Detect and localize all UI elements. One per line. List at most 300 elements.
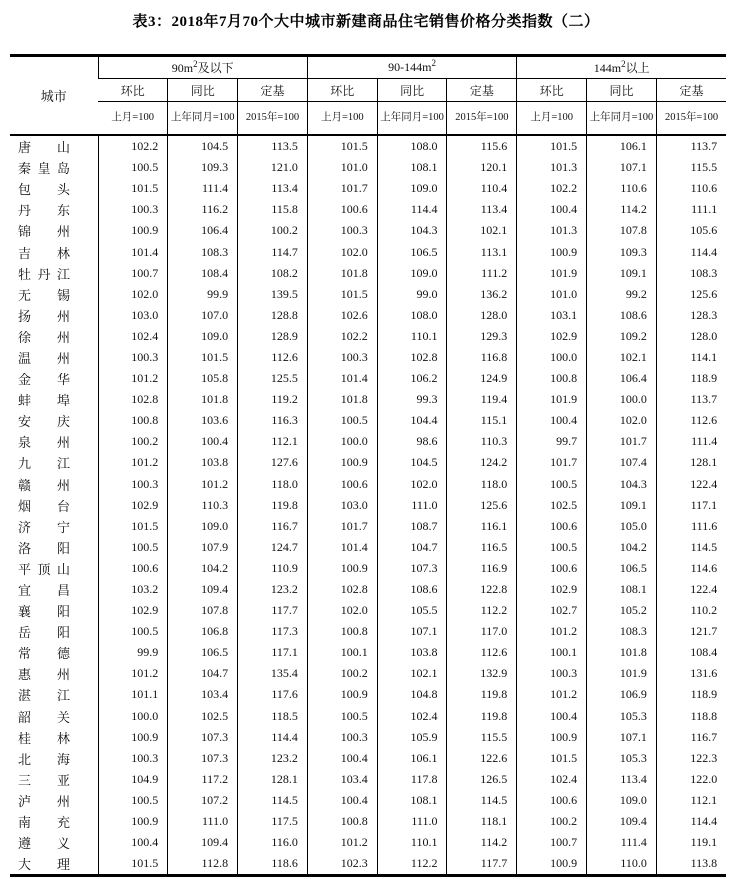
value-cell: 118.5 [238, 706, 308, 727]
city-name: 常德 [18, 646, 70, 662]
value-cell: 100.5 [98, 790, 168, 811]
table-row [10, 241, 726, 262]
value-cell: 111.1 [656, 199, 726, 220]
value-cell: 105.3 [587, 706, 657, 727]
value-cell: 106.8 [168, 621, 238, 642]
value-cell: 100.2 [517, 811, 587, 832]
city-name: 泸州 [18, 793, 70, 809]
value-cell: 107.1 [587, 727, 657, 748]
value-cell: 116.3 [238, 410, 308, 431]
value-cell: 105.2 [587, 600, 657, 621]
value-cell: 115.5 [656, 157, 726, 178]
value-cell: 107.8 [168, 600, 238, 621]
value-cell: 110.9 [238, 558, 308, 579]
value-cell: 108.6 [587, 305, 657, 326]
city-name: 徐州 [18, 329, 70, 345]
value-cell: 117.5 [238, 811, 308, 832]
value-cell: 101.2 [307, 832, 377, 853]
value-cell: 117.8 [377, 769, 447, 790]
value-cell: 111.0 [377, 495, 447, 516]
table-row [10, 178, 726, 199]
value-cell: 111.4 [168, 178, 238, 199]
value-cell: 101.2 [98, 663, 168, 684]
city-name: 吉林 [18, 245, 70, 261]
header-row-subtypes [10, 79, 726, 102]
city-cell [10, 326, 98, 347]
value-cell: 102.6 [307, 305, 377, 326]
table-row [10, 853, 726, 876]
value-cell: 114.4 [377, 199, 447, 220]
value-cell: 106.5 [377, 241, 447, 262]
value-cell: 103.8 [377, 642, 447, 663]
value-cell: 124.2 [447, 452, 517, 473]
value-cell: 101.0 [307, 157, 377, 178]
value-cell: 125.6 [656, 284, 726, 305]
value-cell: 136.2 [447, 284, 517, 305]
city-name: 温州 [18, 350, 70, 366]
value-cell: 101.3 [517, 157, 587, 178]
value-cell: 106.2 [377, 368, 447, 389]
value-cell: 101.4 [98, 241, 168, 262]
value-cell: 100.5 [98, 157, 168, 178]
base-header-prev-year: 上年同月=100 [587, 102, 657, 136]
value-cell: 111.6 [656, 516, 726, 537]
value-cell: 114.6 [656, 558, 726, 579]
value-cell: 100.8 [307, 811, 377, 832]
city-cell [10, 642, 98, 663]
value-cell: 102.1 [447, 220, 517, 241]
value-cell: 100.0 [98, 706, 168, 727]
value-cell: 100.4 [307, 748, 377, 769]
value-cell: 101.9 [517, 389, 587, 410]
value-cell: 109.4 [587, 811, 657, 832]
value-cell: 109.0 [377, 178, 447, 199]
value-cell: 121.0 [238, 157, 308, 178]
table-row [10, 727, 726, 748]
value-cell: 102.9 [517, 326, 587, 347]
value-cell: 113.4 [587, 769, 657, 790]
city-cell [10, 431, 98, 452]
value-cell: 110.3 [168, 495, 238, 516]
value-cell: 125.5 [238, 368, 308, 389]
value-cell: 119.8 [238, 495, 308, 516]
city-name: 包头 [18, 182, 70, 198]
value-cell: 98.6 [377, 431, 447, 452]
value-cell: 106.1 [377, 748, 447, 769]
value-cell: 104.3 [587, 474, 657, 495]
value-cell: 127.6 [238, 452, 308, 473]
table-row [10, 305, 726, 326]
value-cell: 100.8 [307, 621, 377, 642]
value-cell: 112.1 [656, 790, 726, 811]
value-cell: 110.6 [656, 178, 726, 199]
value-cell: 108.2 [238, 263, 308, 284]
table-row [10, 284, 726, 305]
value-cell: 108.0 [377, 135, 447, 157]
value-cell: 120.1 [447, 157, 517, 178]
header-row-groups [10, 56, 726, 79]
value-cell: 118.0 [238, 474, 308, 495]
city-name: 安庆 [18, 414, 70, 430]
value-cell: 101.9 [517, 263, 587, 284]
value-cell: 108.3 [168, 241, 238, 262]
value-cell: 101.2 [98, 452, 168, 473]
city-name: 襄阳 [18, 604, 70, 620]
value-cell: 105.9 [377, 727, 447, 748]
city-cell [10, 537, 98, 558]
value-cell: 112.1 [238, 431, 308, 452]
value-cell: 110.2 [656, 600, 726, 621]
value-cell: 113.7 [656, 135, 726, 157]
value-cell: 128.1 [238, 769, 308, 790]
value-cell: 114.5 [656, 537, 726, 558]
value-cell: 128.3 [656, 305, 726, 326]
value-cell: 103.4 [307, 769, 377, 790]
value-cell: 99.0 [377, 284, 447, 305]
value-cell: 108.1 [377, 790, 447, 811]
table-row [10, 135, 726, 157]
value-cell: 123.2 [238, 579, 308, 600]
value-cell: 139.5 [238, 284, 308, 305]
city-name: 北海 [18, 751, 70, 767]
table-row [10, 642, 726, 663]
city-cell [10, 495, 98, 516]
value-cell: 104.2 [168, 558, 238, 579]
value-cell: 101.4 [307, 368, 377, 389]
value-cell: 99.9 [168, 284, 238, 305]
value-cell: 110.6 [587, 178, 657, 199]
value-cell: 110.1 [377, 832, 447, 853]
value-cell: 107.8 [587, 220, 657, 241]
value-cell: 102.0 [587, 410, 657, 431]
value-cell: 110.4 [447, 178, 517, 199]
value-cell: 105.3 [587, 748, 657, 769]
value-cell: 122.4 [656, 579, 726, 600]
value-cell: 100.4 [517, 410, 587, 431]
value-cell: 131.6 [656, 663, 726, 684]
value-cell: 102.2 [98, 135, 168, 157]
city-name: 岳阳 [18, 625, 70, 641]
value-cell: 109.0 [168, 326, 238, 347]
city-cell [10, 727, 98, 748]
value-cell: 107.1 [377, 621, 447, 642]
sub-header-mom: 环比 [517, 79, 587, 102]
value-cell: 126.5 [447, 769, 517, 790]
value-cell: 113.5 [238, 135, 308, 157]
value-cell: 102.1 [587, 347, 657, 368]
price-index-table [10, 54, 726, 877]
value-cell: 99.3 [377, 389, 447, 410]
city-name: 秦皇岛 [18, 161, 70, 177]
group-label-text: 及以下 [197, 61, 234, 75]
table-row [10, 832, 726, 853]
value-cell: 108.4 [656, 642, 726, 663]
group-label-text: 144m [593, 61, 622, 75]
value-cell: 100.5 [307, 410, 377, 431]
value-cell: 119.4 [447, 389, 517, 410]
value-cell: 100.9 [307, 684, 377, 705]
sub-header-mom: 环比 [98, 79, 168, 102]
value-cell: 122.8 [447, 579, 517, 600]
city-cell [10, 135, 98, 157]
city-cell [10, 684, 98, 705]
value-cell: 105.5 [377, 600, 447, 621]
city-cell [10, 347, 98, 368]
table-row [10, 410, 726, 431]
value-cell: 105.0 [587, 516, 657, 537]
value-cell: 102.5 [168, 706, 238, 727]
value-cell: 102.2 [307, 326, 377, 347]
table-row [10, 769, 726, 790]
value-cell: 100.4 [517, 199, 587, 220]
value-cell: 119.1 [656, 832, 726, 853]
city-name: 蚌埠 [18, 393, 70, 409]
value-cell: 109.1 [587, 495, 657, 516]
value-cell: 109.3 [587, 241, 657, 262]
city-cell [10, 769, 98, 790]
value-cell: 100.6 [517, 516, 587, 537]
value-cell: 107.2 [168, 790, 238, 811]
value-cell: 114.4 [656, 811, 726, 832]
value-cell: 102.8 [307, 579, 377, 600]
value-cell: 100.2 [307, 663, 377, 684]
value-cell: 108.4 [168, 263, 238, 284]
value-cell: 100.3 [307, 347, 377, 368]
value-cell: 113.1 [447, 241, 517, 262]
city-name: 锦州 [18, 224, 70, 240]
value-cell: 111.2 [447, 263, 517, 284]
table-row [10, 600, 726, 621]
value-cell: 100.4 [307, 790, 377, 811]
superscript-2: 2 [621, 59, 626, 69]
sub-header-mom: 环比 [307, 79, 377, 102]
value-cell: 115.1 [447, 410, 517, 431]
value-cell: 116.7 [238, 516, 308, 537]
value-cell: 114.5 [447, 790, 517, 811]
city-cell [10, 579, 98, 600]
value-cell: 102.4 [98, 326, 168, 347]
value-cell: 102.7 [517, 600, 587, 621]
value-cell: 128.0 [447, 305, 517, 326]
value-cell: 102.1 [377, 663, 447, 684]
value-cell: 110.1 [377, 326, 447, 347]
city-name: 丹东 [18, 203, 70, 219]
value-cell: 113.8 [656, 853, 726, 876]
value-cell: 101.2 [517, 684, 587, 705]
value-cell: 101.7 [587, 431, 657, 452]
value-cell: 124.7 [238, 537, 308, 558]
value-cell: 100.2 [238, 220, 308, 241]
sub-header-fixed-base: 定基 [238, 79, 308, 102]
value-cell: 109.0 [587, 790, 657, 811]
table-row [10, 663, 726, 684]
value-cell: 114.1 [656, 347, 726, 368]
value-cell: 116.2 [168, 199, 238, 220]
sub-header-fixed-base: 定基 [656, 79, 726, 102]
value-cell: 118.0 [447, 474, 517, 495]
value-cell: 102.9 [517, 579, 587, 600]
value-cell: 102.0 [98, 284, 168, 305]
value-cell: 119.2 [238, 389, 308, 410]
value-cell: 115.6 [447, 135, 517, 157]
value-cell: 104.5 [377, 452, 447, 473]
value-cell: 107.0 [168, 305, 238, 326]
city-cell [10, 241, 98, 262]
value-cell: 122.0 [656, 769, 726, 790]
value-cell: 106.4 [587, 368, 657, 389]
value-cell: 100.2 [98, 431, 168, 452]
city-name: 宜昌 [18, 583, 70, 599]
header-row-base [10, 102, 726, 136]
value-cell: 103.6 [168, 410, 238, 431]
value-cell: 100.9 [307, 558, 377, 579]
value-cell: 100.9 [98, 811, 168, 832]
city-cell [10, 621, 98, 642]
value-cell: 113.7 [656, 389, 726, 410]
value-cell: 103.0 [98, 305, 168, 326]
city-cell [10, 305, 98, 326]
value-cell: 102.3 [307, 853, 377, 876]
value-cell: 110.0 [587, 853, 657, 876]
value-cell: 100.3 [517, 663, 587, 684]
value-cell: 108.7 [377, 516, 447, 537]
value-cell: 123.2 [238, 748, 308, 769]
city-cell [10, 853, 98, 876]
city-name: 惠州 [18, 667, 70, 683]
value-cell: 121.7 [656, 621, 726, 642]
city-cell [10, 452, 98, 473]
value-cell: 102.0 [377, 474, 447, 495]
value-cell: 109.2 [587, 326, 657, 347]
city-name: 烟台 [18, 498, 70, 514]
value-cell: 116.9 [447, 558, 517, 579]
value-cell: 115.8 [238, 199, 308, 220]
value-cell: 112.2 [447, 600, 517, 621]
table-row [10, 537, 726, 558]
value-cell: 100.8 [517, 368, 587, 389]
value-cell: 102.9 [98, 600, 168, 621]
table-row [10, 431, 726, 452]
value-cell: 100.9 [517, 853, 587, 876]
value-cell: 100.1 [307, 642, 377, 663]
city-name: 三亚 [18, 772, 70, 788]
table-row [10, 389, 726, 410]
city-name: 唐山 [18, 140, 70, 156]
value-cell: 114.5 [238, 790, 308, 811]
sub-header-yoy: 同比 [168, 79, 238, 102]
city-cell [10, 811, 98, 832]
value-cell: 100.3 [98, 199, 168, 220]
table-row [10, 811, 726, 832]
table-row [10, 199, 726, 220]
value-cell: 118.9 [656, 368, 726, 389]
base-header-prev-year: 上年同月=100 [168, 102, 238, 136]
value-cell: 114.4 [656, 241, 726, 262]
table-row [10, 790, 726, 811]
base-header-2015: 2015年=100 [656, 102, 726, 136]
value-cell: 112.2 [377, 853, 447, 876]
city-name: 牡丹江 [18, 266, 70, 282]
value-cell: 112.6 [447, 642, 517, 663]
value-cell: 128.0 [656, 326, 726, 347]
city-name: 韶关 [18, 709, 70, 725]
value-cell: 117.1 [656, 495, 726, 516]
value-cell: 103.1 [517, 305, 587, 326]
table-row [10, 157, 726, 178]
value-cell: 106.5 [587, 558, 657, 579]
value-cell: 113.4 [238, 178, 308, 199]
value-cell: 102.0 [307, 600, 377, 621]
value-cell: 109.0 [377, 263, 447, 284]
value-cell: 115.5 [447, 727, 517, 748]
value-cell: 101.7 [307, 516, 377, 537]
value-cell: 99.2 [587, 284, 657, 305]
value-cell: 100.5 [517, 537, 587, 558]
city-name: 济宁 [18, 519, 70, 535]
city-name: 泉州 [18, 435, 70, 451]
sub-header-yoy: 同比 [377, 79, 447, 102]
group-header-90-and-below [98, 56, 307, 79]
value-cell: 111.4 [656, 431, 726, 452]
value-cell: 108.1 [587, 579, 657, 600]
city-cell [10, 178, 98, 199]
value-cell: 118.6 [238, 853, 308, 876]
value-cell: 132.9 [447, 663, 517, 684]
base-header-2015: 2015年=100 [238, 102, 308, 136]
value-cell: 119.8 [447, 706, 517, 727]
value-cell: 112.8 [168, 853, 238, 876]
city-cell [10, 790, 98, 811]
value-cell: 100.6 [517, 790, 587, 811]
value-cell: 101.7 [307, 178, 377, 199]
value-cell: 102.4 [377, 706, 447, 727]
value-cell: 101.5 [98, 516, 168, 537]
value-cell: 116.5 [447, 537, 517, 558]
city-name: 南充 [18, 815, 70, 831]
city-name: 大理 [18, 857, 70, 873]
value-cell: 107.9 [168, 537, 238, 558]
value-cell: 101.4 [307, 537, 377, 558]
value-cell: 100.5 [98, 621, 168, 642]
value-cell: 100.0 [517, 347, 587, 368]
value-cell: 128.9 [238, 326, 308, 347]
value-cell: 103.2 [98, 579, 168, 600]
value-cell: 104.8 [377, 684, 447, 705]
city-cell [10, 516, 98, 537]
value-cell: 108.0 [377, 305, 447, 326]
value-cell: 111.0 [377, 811, 447, 832]
value-cell: 105.6 [656, 220, 726, 241]
value-cell: 100.9 [517, 241, 587, 262]
value-cell: 100.3 [98, 347, 168, 368]
value-cell: 106.1 [587, 135, 657, 157]
table-row [10, 558, 726, 579]
city-cell [10, 832, 98, 853]
value-cell: 117.7 [447, 853, 517, 876]
value-cell: 100.3 [98, 474, 168, 495]
city-name: 无锡 [18, 287, 70, 303]
value-cell: 109.4 [168, 579, 238, 600]
value-cell: 116.1 [447, 516, 517, 537]
value-cell: 104.7 [168, 663, 238, 684]
value-cell: 117.1 [238, 642, 308, 663]
sub-header-yoy: 同比 [587, 79, 657, 102]
value-cell: 100.8 [98, 410, 168, 431]
value-cell: 101.3 [517, 220, 587, 241]
city-name: 遵义 [18, 836, 70, 852]
table-row [10, 579, 726, 600]
value-cell: 128.1 [656, 452, 726, 473]
